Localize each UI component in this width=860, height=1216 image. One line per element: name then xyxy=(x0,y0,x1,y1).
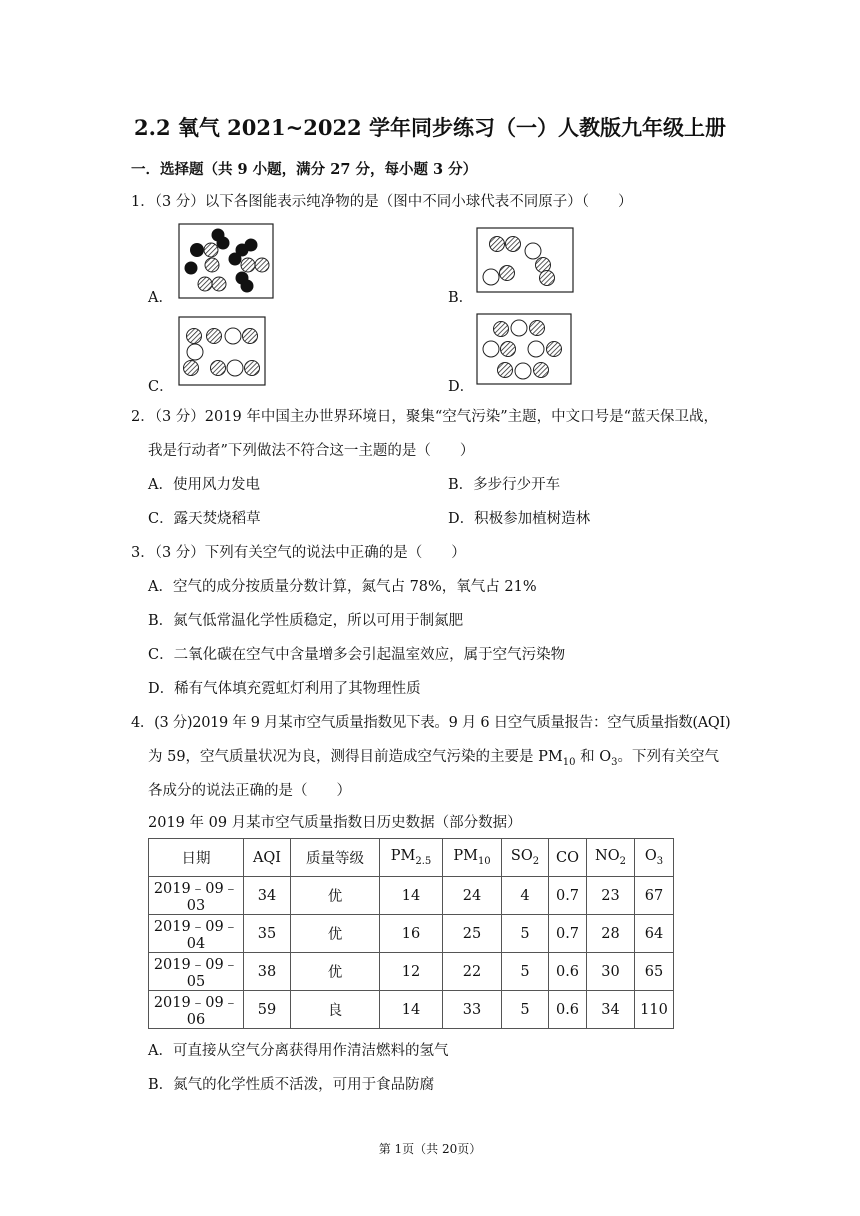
q3-option-c: C．二氧化碳在空气中含量增多会引起温室效应，属于空气污染物 xyxy=(148,647,566,663)
hatched-atom xyxy=(534,363,549,378)
white-atom xyxy=(225,328,241,344)
white-atom xyxy=(483,341,499,357)
header-pm10: $PM_{10}$ xyxy=(443,839,502,877)
cell-no2: 30 xyxy=(587,953,635,991)
header-no2: $NO_2$ xyxy=(587,839,635,877)
hatched-atom xyxy=(500,266,515,281)
cell-aqi: 35 xyxy=(244,915,291,953)
white-atom xyxy=(227,360,243,376)
cell-aqi: 59 xyxy=(244,991,291,1029)
q1-stem: 1．（3 分）以下各图能表示纯净物的是（图中不同小球代表不同原子）（ ） xyxy=(131,194,633,210)
black-atom xyxy=(245,239,258,252)
hatched-atom xyxy=(501,342,516,357)
cell-co: 0.6 xyxy=(549,991,587,1029)
cell-co: 0.6 xyxy=(549,953,587,991)
q2-stem-line1: 2．（3 分）2019 年中国主办世界环境日，聚集“空气污染”主题，中文口号是“蓝天保卫战， xyxy=(131,409,719,425)
q4-option-a: A．可直接从空气分离获得用作清洁燃料的氢气 xyxy=(148,1043,449,1059)
q2-stem-line2: 我是行动者”下列做法不符合这一主题的是（ ） xyxy=(148,443,475,459)
cell-so2: 5 xyxy=(502,915,549,953)
page-title: 2.2 氧气 2021~2022 学年同步练习（一）人教版九年级上册 xyxy=(134,115,726,140)
cell-date: 2019﹣09﹣05 xyxy=(149,953,244,991)
cell-no2: 23 xyxy=(587,877,635,915)
header-pm25: $PM_{2.5}$ xyxy=(380,839,443,877)
white-atom xyxy=(525,243,541,259)
cell-aqi: 38 xyxy=(244,953,291,991)
hatched-atom xyxy=(255,258,269,272)
q1-label-a: A． xyxy=(148,290,173,306)
molecule-figure-b xyxy=(476,227,574,293)
hatched-atom xyxy=(498,363,513,378)
cell-o3: 67 xyxy=(635,877,674,915)
cell-quality: 良 xyxy=(291,991,380,1029)
black-atom xyxy=(217,237,230,250)
aqi-table xyxy=(148,838,674,1029)
cell-pm25: 12 xyxy=(380,953,443,991)
q4-stem-line2: 为 59，空气质量状况为良，测得目前造成空气污染的主要是 $PM_{10}$ 和 $O_3$。下列有关空气 xyxy=(148,749,719,768)
header-date: 日期 xyxy=(149,839,244,877)
hatched-atom xyxy=(198,277,212,291)
table-row xyxy=(149,953,674,991)
molecule-figure-d xyxy=(476,313,572,385)
header-o3: $O_3$ xyxy=(635,839,674,877)
hatched-atom xyxy=(245,361,260,376)
cell-date: 2019﹣09﹣06 xyxy=(149,991,244,1029)
table-header-row xyxy=(149,839,674,877)
cell-pm25: 14 xyxy=(380,991,443,1029)
black-atom xyxy=(229,253,242,266)
cell-pm25: 14 xyxy=(380,877,443,915)
header-quality: 质量等级 xyxy=(291,839,380,877)
q3-option-d: D．稀有气体填充霓虹灯利用了其物理性质 xyxy=(148,681,421,697)
black-atom xyxy=(190,243,204,257)
q1-label-d: D． xyxy=(448,379,475,395)
hatched-atom xyxy=(243,329,258,344)
white-atom xyxy=(511,320,527,336)
cell-so2: 5 xyxy=(502,991,549,1029)
section-heading: 一．选择题（共 9 小题，满分 27 分，每小题 3 分） xyxy=(131,161,478,178)
hatched-atom xyxy=(506,237,521,252)
cell-quality: 优 xyxy=(291,953,380,991)
cell-o3: 65 xyxy=(635,953,674,991)
black-atom xyxy=(241,280,254,293)
hatched-atom xyxy=(241,258,255,272)
q3-option-b: B．氮气低常温化学性质稳定，所以可用于制氮肥 xyxy=(148,613,464,629)
q2-option-d: D．积极参加植树造林 xyxy=(448,511,591,527)
q1-label-b: B． xyxy=(448,290,474,306)
hatched-atom xyxy=(205,258,219,272)
cell-quality: 优 xyxy=(291,915,380,953)
q4-stem-line3: 各成分的说法正确的是（ ） xyxy=(148,783,351,799)
white-atom xyxy=(483,269,499,285)
hatched-atom xyxy=(207,329,222,344)
cell-quality: 优 xyxy=(291,877,380,915)
page-footer: 第 1页（共 20页） xyxy=(378,1142,482,1156)
q4-stem-line1: 4．(3 分)2019 年 9 月某市空气质量指数见下表。9 月 6 日空气质量报告：空气质量指数(AQI) xyxy=(131,715,731,731)
cell-pm10: 24 xyxy=(443,877,502,915)
cell-date: 2019﹣09﹣03 xyxy=(149,877,244,915)
q1-label-c: C． xyxy=(148,379,174,395)
hatched-atom xyxy=(530,321,545,336)
cell-pm10: 22 xyxy=(443,953,502,991)
hatched-atom xyxy=(211,361,226,376)
header-aqi: AQI xyxy=(244,839,291,877)
table-row xyxy=(149,877,674,915)
cell-no2: 34 xyxy=(587,991,635,1029)
cell-co: 0.7 xyxy=(549,915,587,953)
cell-so2: 4 xyxy=(502,877,549,915)
q2-option-c: C．露天焚烧稻草 xyxy=(148,511,261,527)
hatched-atom xyxy=(494,322,509,337)
hatched-atom xyxy=(184,361,199,376)
header-so2: $SO_2$ xyxy=(502,839,549,877)
cell-date: 2019﹣09﹣04 xyxy=(149,915,244,953)
white-atom xyxy=(515,363,531,379)
cell-so2: 5 xyxy=(502,953,549,991)
q2-option-b: B．多步行少开车 xyxy=(448,477,561,493)
hatched-atom xyxy=(547,342,562,357)
hatched-atom xyxy=(212,277,226,291)
cell-aqi: 34 xyxy=(244,877,291,915)
header-co: CO xyxy=(549,839,587,877)
cell-co: 0.7 xyxy=(549,877,587,915)
white-atom xyxy=(187,344,203,360)
q3-option-a: A．空气的成分按质量分数计算，氮气占 78%，氧气占 21% xyxy=(148,579,537,595)
molecule-figure-a xyxy=(178,223,274,299)
cell-o3: 110 xyxy=(635,991,674,1029)
cell-pm25: 16 xyxy=(380,915,443,953)
q3-stem: 3．（3 分）下列有关空气的说法中正确的是（ ） xyxy=(131,545,466,561)
q4-option-b: B．氮气的化学性质不活泼，可用于食品防腐 xyxy=(148,1077,435,1093)
cell-pm10: 33 xyxy=(443,991,502,1029)
molecule-figure-c xyxy=(178,316,266,386)
q2-option-a: A．使用风力发电 xyxy=(148,477,260,493)
white-atom xyxy=(528,341,544,357)
table-row xyxy=(149,915,674,953)
cell-pm10: 25 xyxy=(443,915,502,953)
cell-o3: 64 xyxy=(635,915,674,953)
table-caption: 2019 年 09 月某市空气质量指数日历史数据（部分数据） xyxy=(148,815,522,831)
hatched-atom xyxy=(540,271,555,286)
hatched-atom xyxy=(490,237,505,252)
cell-no2: 28 xyxy=(587,915,635,953)
table-row xyxy=(149,991,674,1029)
black-atom xyxy=(185,262,198,275)
hatched-atom xyxy=(187,329,202,344)
hatched-atom xyxy=(204,243,218,257)
